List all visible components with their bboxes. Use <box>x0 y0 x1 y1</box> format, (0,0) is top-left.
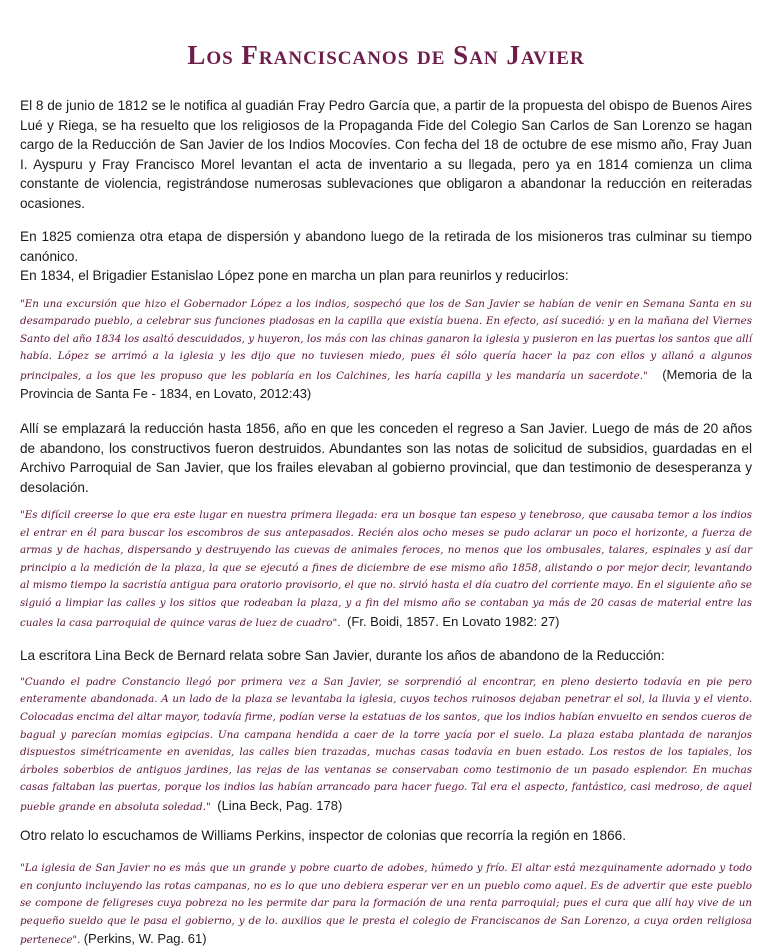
quote-memoria <box>20 296 752 406</box>
page-title: Los Franciscanos de San Javier <box>187 40 585 70</box>
paragraph-dispersion-line-1: En 1825 comienza otra etapa de dispersión y abandono luego de la retirada de los misioneros tras culminar su tiempo canónico. <box>20 229 752 264</box>
quote-perkins-citation: (Perkins, W. Pag. 61) <box>83 931 207 947</box>
quote-boidi <box>20 507 752 632</box>
quote-lina-beck-citation: (Lina Beck, Pag. 178) <box>217 797 343 813</box>
quote-lina-beck-text: "Cuando el padre Constancio llegó por primera vez a San Javier, se sorprendió al encontrar, en pleno desierto todavía en pie pero enteramente abandonada. A un lado de la plaza se levantaba la iglesia, cuyos techos ruinosos dejaban penetrar el sol, la lluvia y el viento. Colocadas encima del altar mayor, todavía firme, podían verse la estatuas de los santos, que los indios habían envuelto en sendos cueros de bagual y parecían momias egipcias. Una campana hendida a caer de la torre yacía por el suelo. La plaza estaba plantada de naranjos dispuestos simétricamente en avenidas, las calles bien trazadas, muchas casas todavía en buen estado. Los restos de los tapiales, los árboles soberbios de antiguos jardines, las rejas de las ventanas se conservaban como testimonio de un pasado esplendor. En muchas casas faltaban las puertas, porque los indios las habían arrancado para hacer fuego. Tal era el aspecto, fantástico, casi medroso, de aquel pueble grande en absoluta soledad." <box>20 675 752 813</box>
paragraph-mocovies: El 8 de junio de 1812 se le notifica al guadián Fray Pedro García que, a partir de la propuesta del obispo de Buenos Aires Lué y Riega, se ha resuelto que los religiosos de la Propaganda Fide del Colegio San Carlos de San Lorenzo se hagan cargo de la Reducción de San Javier de los Indios Mocovíes. Con fecha del 18 de octubre de ese mismo año, Fray Juan I. Ayspuru y Fray Francisco Morel levantan el acta de inventario a su llegada, pero ya en 1814 comienza un clima constante de violencia, registrándose numerosas sublevaciones que obligaron a abandonar la reducción en reiteradas ocasiones. <box>20 98 752 211</box>
quote-boidi-citation: (Fr. Boidi, 1857. En Lovato 1982: 27) <box>347 613 560 629</box>
quote-perkins <box>20 860 752 950</box>
paragraph-lina-beck: La escritora Lina Beck de Bernard relata sobre San Javier, durante los años de abandono de la Reducción: <box>20 648 665 664</box>
paragraph-reduccion: Allí se emplazará la reducción hasta 1856, año en que les conceden el regreso a San Javier. Luego de más de 20 años de abandono, los constructivos fueron destruidos. Abundantes son las notas de solicitud de subsidios, guardadas en el Archivo Parroquial de San Javier, que los frailes elevaban al gobierno provincial, que dan testimonio de desesperanza y desolación. <box>20 421 752 495</box>
quote-lina-beck <box>20 674 752 817</box>
document-page <box>20 0 752 950</box>
quote-perkins-text: "La iglesia de San Javier no es más que un grande y pobre cuarto de adobes, húmedo y frío. El altar está mezquinamente adornado y todo en conjunto incluyendo las rotas campanas, no es lo que uno debiera esperar ver en un pueblo como aquel. Es de advertir que este pueblo se compone de feligreses cuya pobreza no les permite dar para la formación de una renta parroquial; pues el cura que allí hay vive de un pequeño sueldo que le pasa el gobierno, y de lo. auxilios que le presta el colegio de Franciscanos de San Lorenzo, a cuya orden religiosa pertenece". <box>20 861 752 947</box>
paragraph-dispersion-line-2: En 1834, el Brigadier Estanislao López pone en marcha un plan para reunirlos y reducirlos: <box>20 268 569 283</box>
quote-memoria-citation: (Memoria de la Provincia de Santa Fe - 1834, en Lovato, 2012:43) <box>20 366 752 402</box>
paragraph-dispersion <box>20 227 752 286</box>
quote-memoria-text: "En una excursión que hizo el Gobernador López a los indios, sospechó que los de San Javier se habían de venir en Semana Santa en su desamparado pueblo, a celebrar sus funciones piadosas en la capilla que existía buena. En efecto, así sucedió: y en la mañana del Viernes Santo del año 1834 los asaltó descuidados, y huyeron, los más con las chinas ganaron la iglesia y pusieron en las puertas los santos que allí había. López se arrimó a la iglesia y les dijo que no tuviesen miedo, pues él sólo quería hacer la paz con ellos y allanó a algunos principales, a los que les propuso que les poblaría en los Calchines, les haría capilla y les mandaría un sacerdote." <box>20 297 752 382</box>
quote-boidi-text: "Es difícil creerse lo que era este lugar en nuestra primera llegada: era un bosque tan espeso y tenebroso, que causaba temor a los indios el entrar en él para buscar los escombros de sus antepasados. Recién alos ocho meses se pudo aclarar un poco el horizonte, a fuerza de armas y de hachas, dispersando y destruyendo las cuevas de animales feroces, no menos que los ombusales, talares, espinales y así dar principio a la medición de la plaza, la que se ejecutó a fines de diciembre de ese mismo año 1858, alistando o por mejor decir, levantando al mismo tiempo la sacristía antigua para oratorio provisorio, el que no. sirvió hasta el día cuatro del corriente mayo. En el siguiente año se siguió a limpiar las calles y los sitios que rodeaban la plaza, y a fin del mismo año se contaban ya más de 20 casas de material entre las cuales la casa parroquial de quince varas de luez de cuadro". <box>20 509 752 629</box>
paragraph-perkins: Otro relato lo escuchamos de Williams Perkins, inspector de colonias que recorría la región en 1866. <box>20 828 626 844</box>
